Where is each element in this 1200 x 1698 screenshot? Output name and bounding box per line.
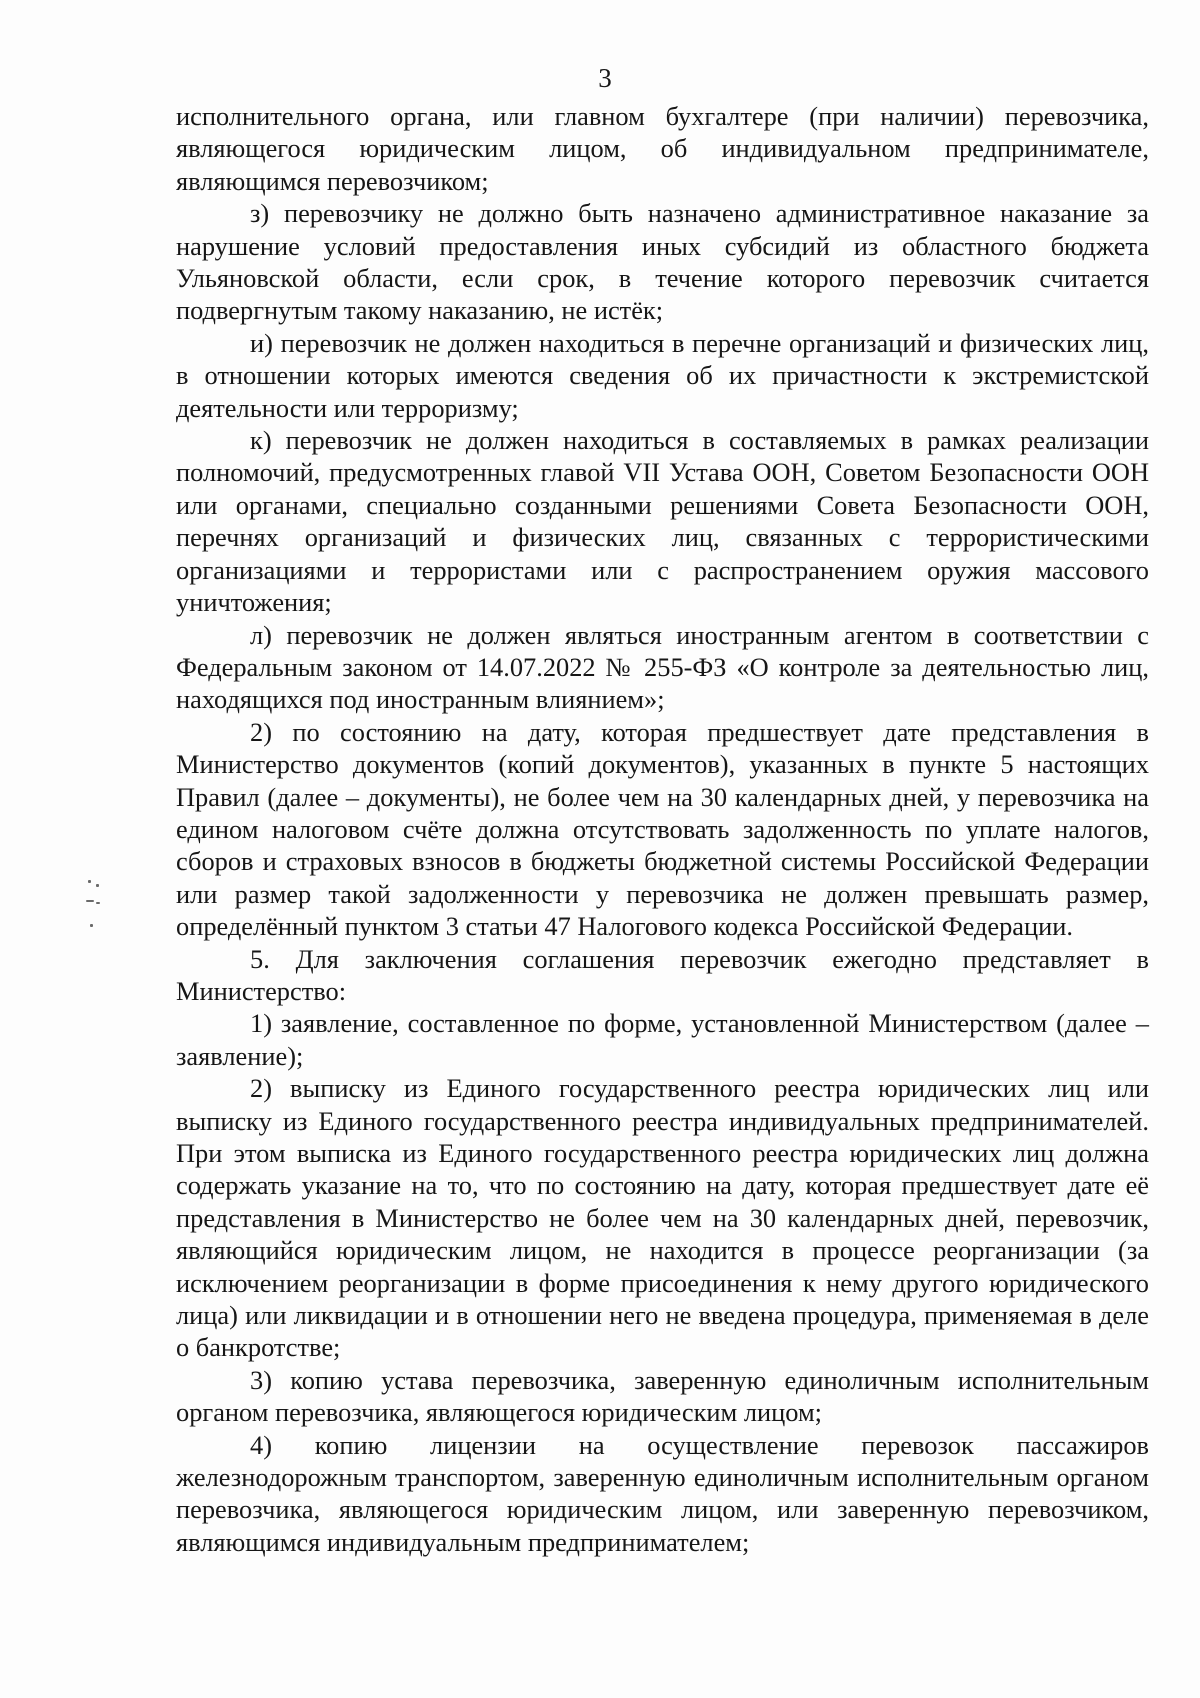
paragraph-item-i: и) перевозчик не должен находиться в перечне организаций и физических лиц, в отношении которых имеются сведения об их причастности к экстремистской деятельности или терроризму; [176,327,1149,423]
paragraph-list-item-2: 2) выписку из Единого государственного реестра юридических лиц или выписку из Единого государственного реестра индивидуальных предпринимателей. При этом выписка из Единого государственного реестра юридических лиц должна содержать указание на то, что по состоянию на дату, которая предшествует дате её представления в Министерство не более чем на 30 календарных дней, перевозчик, являющийся юридическим лицом, не находится в процессе реорганизации (за исключением реорганизации в форме присоединения к нему другого юридического лица) или ликвидации и в отношении него не введена процедура, применяемая в деле о банкротстве; [176,1073,1149,1363]
page-number: 3 [598,63,612,93]
paragraph-section-5: 5. Для заключения соглашения перевозчик ежегодно представляет в Министерство: [176,943,1149,1006]
paragraph-item-l: л) перевозчик не должен являться иностранным агентом в соответствии с Федеральным законом от 14.07.2022 № 255-ФЗ «О контроле за деятельностью лиц, находящихся под иностранным влиянием»; [176,619,1149,715]
paragraph-list-item-4: 4) копию лицензии на осуществление перевозок пассажиров железнодорожным транспортом, заверенную единоличным исполнительным органом перевозчика, являющегося юридическим лицом, или заверенную перевозчиком, являющимся индивидуальным предпринимателем; [176,1429,1149,1557]
paragraph-list-item-3: 3) копию устава перевозчика, заверенную единоличным исполнительным органом перевозчика, являющегося юридическим лицом; [176,1364,1149,1428]
paragraph-list-item-1: 1) заявление, составленное по форме, установленной Министерством (далее – заявление); [176,1008,1149,1071]
document-body [176,100,1149,1558]
scan-artifact-marks [84,878,104,948]
paragraph-item-k: к) перевозчик не должен находиться в составляемых в рамках реализации полномочий, предусмотренных главой VII Устава ООН, Советом Безопасности ООН или органами, специально созданными решениями Совета Безопасности ООН, перечнях организаций и физических лиц, связанных с террористическими организациями и террористами или с распространением оружия массового уничтожения; [176,425,1149,618]
paragraph-subitem-2: 2) по состоянию на дату, которая предшествует дате представления в Министерство документов (копий документов), указанных в пункте 5 настоящих Правил (далее – документы), не более чем на 30 календарных дней, у перевозчика на едином налоговом счёте должна отсутствовать задолженность по уплате налогов, сборов и страховых взносов в бюджеты бюджетной системы Российской Федерации или размер такой задолженности у перевозчика не должен превышать размер, определённый пунктом 3 статьи 47 Налогового кодекса Российской Федерации. [176,716,1149,942]
paragraph-item-z: з) перевозчику не должно быть назначено административное наказание за нарушение условий предоставления иных субсидий из областного бюджета Ульяновской области, если срок, в течение которого перевозчик считается подвергнутым такому наказанию, не истёк; [176,198,1149,326]
paragraph-continuation: исполнительного органа, или главном бухгалтере (при наличии) перевозчика, являющегося юридическим лицом, об индивидуальном предпринимателе, являющимся перевозчиком; [176,101,1149,196]
